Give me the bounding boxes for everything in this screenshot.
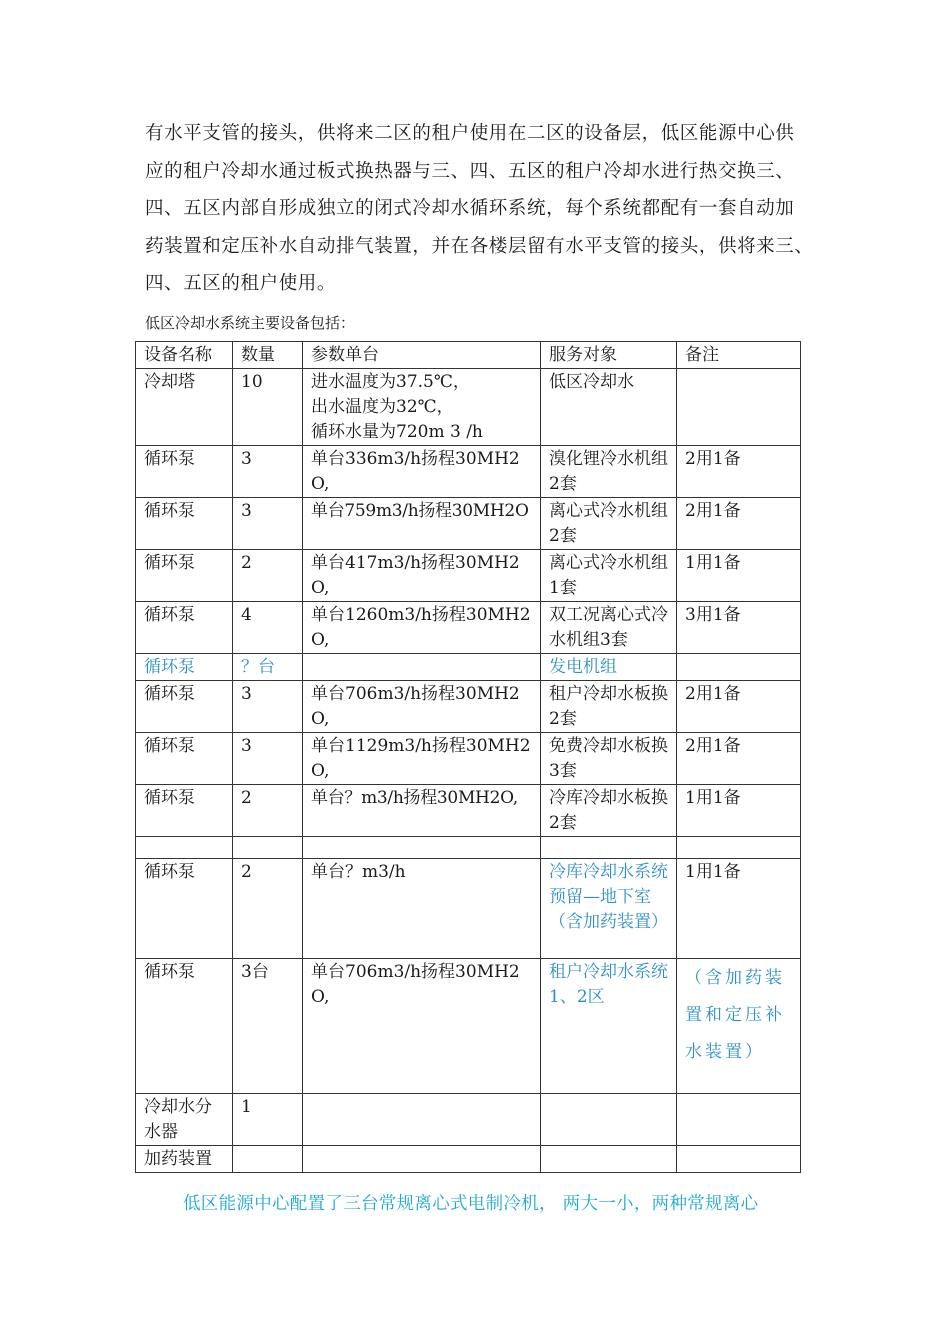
cell-note: 2用1备 <box>677 733 801 785</box>
cell-equipment: 循环泵 <box>136 785 233 837</box>
table-row <box>136 785 801 837</box>
cell-quantity: 10 <box>233 369 303 446</box>
closing-line: 低区能源中心配置了三台常规离心式电制冷机， 两大一小，两种常规离心 <box>183 1194 759 1214</box>
cell-params: 单台336m3/h扬程30MH2O, <box>303 446 541 498</box>
cell-quantity <box>233 1146 303 1173</box>
table-row <box>136 1094 801 1146</box>
cell-params: 进水温度为37.5℃， 出水温度为32℃， 循环水量为720m 3 /h <box>303 369 541 446</box>
table-caption: 低区冷却水系统主要设备包括： <box>145 314 356 332</box>
table-row <box>136 654 801 681</box>
table-row <box>136 602 801 654</box>
cell-equipment: 冷却塔 <box>136 369 233 446</box>
cell-quantity: 2 <box>233 785 303 837</box>
table-row <box>136 1146 801 1173</box>
header-cell: 参数单台 <box>303 342 541 369</box>
cell-quantity: 3台 <box>233 959 303 1094</box>
header-cell: 备注 <box>677 342 801 369</box>
cell-quantity: 2 <box>233 859 303 959</box>
cell-equipment: 循环泵 <box>136 733 233 785</box>
cell-params: 单台1260m3/h扬程30MH2O, <box>303 602 541 654</box>
cell-equipment: 冷却水分水器 <box>136 1094 233 1146</box>
body-paragraph <box>145 115 825 303</box>
cell-service <box>541 1094 677 1146</box>
table-row <box>136 498 801 550</box>
cell-service: 低区冷却水 <box>541 369 677 446</box>
cell-equipment: 加药装置 <box>136 1146 233 1173</box>
cell-empty <box>677 837 801 859</box>
paragraph-line: 应的租户冷却水通过板式换热器与三、四、五区的租户冷却水进行热交换三、 <box>145 160 795 182</box>
cell-note: 2用1备 <box>677 446 801 498</box>
cell-note: 1用1备 <box>677 859 801 959</box>
cell-note <box>677 1146 801 1173</box>
cell-note: 1用1备 <box>677 785 801 837</box>
paragraph-line: 药装置和定压补水自动排气装置，并在各楼层留有水平支管的接头，供将来三、 <box>145 235 814 257</box>
table-row-empty <box>136 837 801 859</box>
cell-note: 3用1备 <box>677 602 801 654</box>
cell-note <box>677 654 801 681</box>
cell-quantity: ？台 <box>233 654 303 681</box>
header-cell: 数量 <box>233 342 303 369</box>
cell-params: 单台？m3/h <box>303 859 541 959</box>
cell-params <box>303 654 541 681</box>
cell-params: 单台1129m3/h扬程30MH2O, <box>303 733 541 785</box>
cell-empty <box>233 837 303 859</box>
cell-quantity: 4 <box>233 602 303 654</box>
cell-service: 免费冷却水板换3套 <box>541 733 677 785</box>
cell-equipment: 循环泵 <box>136 959 233 1094</box>
cell-note <box>677 369 801 446</box>
cell-equipment: 循环泵 <box>136 498 233 550</box>
table-row <box>136 959 801 1094</box>
cell-note: 1用1备 <box>677 550 801 602</box>
cell-quantity: 1 <box>233 1094 303 1146</box>
cell-params: 单台417m3/h扬程30MH2O, <box>303 550 541 602</box>
table-row <box>136 733 801 785</box>
cell-service: 冷库冷却水系统预留—地下室（含加药装置） <box>541 859 677 959</box>
equipment-table <box>135 341 801 1173</box>
cell-quantity: 3 <box>233 446 303 498</box>
table-row <box>136 550 801 602</box>
cell-empty <box>136 837 233 859</box>
cell-equipment: 循环泵 <box>136 446 233 498</box>
cell-params <box>303 1146 541 1173</box>
cell-service: 离心式冷水机组2套 <box>541 498 677 550</box>
cell-quantity: 3 <box>233 681 303 733</box>
table-row <box>136 859 801 959</box>
cell-quantity: 3 <box>233 498 303 550</box>
cell-service: 发电机组 <box>541 654 677 681</box>
cell-service: 租户冷却水系统1、2区 <box>541 959 677 1094</box>
paragraph-line: 有水平支管的接头，供将来二区的租户使用在二区的设备层，低区能源中心供 <box>145 123 795 144</box>
cell-empty <box>541 837 677 859</box>
table-row <box>136 681 801 733</box>
cell-note: 2用1备 <box>677 498 801 550</box>
paragraph-line: 四、五区内部自形成独立的闭式冷却水循环系统，每个系统都配有一套自动加 <box>145 198 795 219</box>
cell-note <box>677 1094 801 1146</box>
cell-service: 离心式冷水机组1套 <box>541 550 677 602</box>
cell-equipment: 循环泵 <box>136 859 233 959</box>
cell-empty <box>303 837 541 859</box>
cell-service: 冷库冷却水板换2套 <box>541 785 677 837</box>
cell-note: 2用1备 <box>677 681 801 733</box>
cell-quantity: 2 <box>233 550 303 602</box>
table-row <box>136 369 801 446</box>
cell-equipment: 循环泵 <box>136 550 233 602</box>
cell-service: 租户冷却水板换2套 <box>541 681 677 733</box>
cell-params: 单台？m3/h扬程30MH2O, <box>303 785 541 837</box>
cell-service <box>541 1146 677 1173</box>
header-cell: 设备名称 <box>136 342 233 369</box>
cell-service: 双工况离心式冷水机组3套 <box>541 602 677 654</box>
cell-quantity: 3 <box>233 733 303 785</box>
cell-equipment: 循环泵 <box>136 654 233 681</box>
cell-note: （含加药装置和定压补水装置） <box>677 959 801 1094</box>
cell-service: 溴化锂冷水机组2套 <box>541 446 677 498</box>
paragraph-line: 四、五区的租户使用。 <box>145 273 337 294</box>
cell-params: 单台759m3/h扬程30MH2O <box>303 498 541 550</box>
cell-params: 单台706m3/h扬程30MH2O, <box>303 959 541 1094</box>
table-header-row <box>136 342 801 369</box>
cell-params: 单台706m3/h扬程30MH2O, <box>303 681 541 733</box>
cell-equipment: 循环泵 <box>136 681 233 733</box>
table-row <box>136 446 801 498</box>
cell-params <box>303 1094 541 1146</box>
header-cell: 服务对象 <box>541 342 677 369</box>
cell-equipment: 循环泵 <box>136 602 233 654</box>
